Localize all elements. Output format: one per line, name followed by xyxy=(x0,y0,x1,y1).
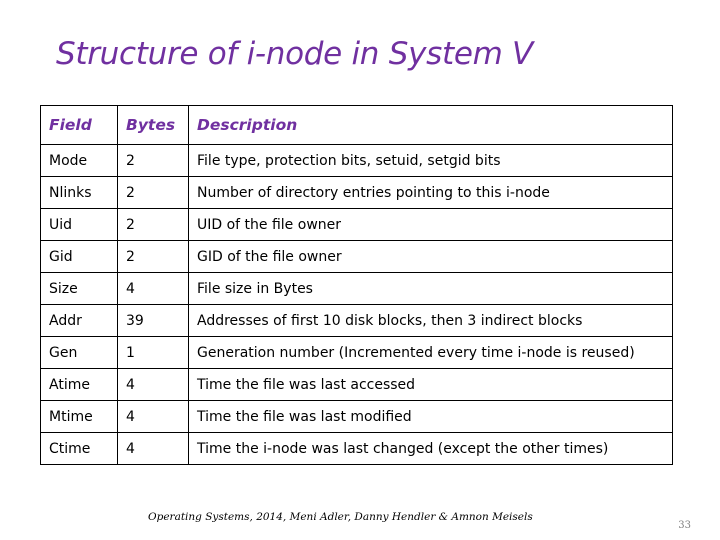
cell-bytes: 4 xyxy=(118,369,189,401)
cell-field: Addr xyxy=(41,305,118,337)
cell-bytes: 1 xyxy=(118,337,189,369)
cell-bytes: 2 xyxy=(118,145,189,177)
inode-structure-table xyxy=(40,105,673,465)
cell-description: Addresses of first 10 disk blocks, then 3 indirect blocks xyxy=(189,305,673,337)
table-row xyxy=(41,209,673,241)
cell-field: Gid xyxy=(41,241,118,273)
table-row xyxy=(41,305,673,337)
cell-field: Gen xyxy=(41,337,118,369)
table-row xyxy=(41,241,673,273)
cell-bytes: 39 xyxy=(118,305,189,337)
table-row xyxy=(41,433,673,465)
table-row xyxy=(41,273,673,305)
header-description: Description xyxy=(189,106,673,145)
cell-bytes: 4 xyxy=(118,401,189,433)
cell-description: Time the i-node was last changed (except the other times) xyxy=(189,433,673,465)
cell-description: Generation number (Incremented every time i-node is reused) xyxy=(189,337,673,369)
cell-field: Mode xyxy=(41,145,118,177)
table-row xyxy=(41,337,673,369)
cell-bytes: 4 xyxy=(118,273,189,305)
cell-bytes: 2 xyxy=(118,177,189,209)
cell-description: GID of the file owner xyxy=(189,241,673,273)
cell-field: Size xyxy=(41,273,118,305)
table-header-row xyxy=(41,106,673,145)
table-row xyxy=(41,369,673,401)
cell-bytes: 2 xyxy=(118,209,189,241)
table-row xyxy=(41,145,673,177)
cell-description: Time the file was last accessed xyxy=(189,369,673,401)
cell-field: Atime xyxy=(41,369,118,401)
slide-title: Structure of i-node in System V xyxy=(56,36,533,72)
cell-field: Nlinks xyxy=(41,177,118,209)
cell-description: Time the file was last modified xyxy=(189,401,673,433)
cell-description: File type, protection bits, setuid, setgid bits xyxy=(189,145,673,177)
cell-description: Number of directory entries pointing to this i-node xyxy=(189,177,673,209)
cell-field: Uid xyxy=(41,209,118,241)
cell-description: UID of the file owner xyxy=(189,209,673,241)
cell-field: Mtime xyxy=(41,401,118,433)
cell-field: Ctime xyxy=(41,433,118,465)
header-field: Field xyxy=(41,106,118,145)
page-number: 33 xyxy=(678,520,691,531)
cell-bytes: 4 xyxy=(118,433,189,465)
cell-bytes: 2 xyxy=(118,241,189,273)
table-row xyxy=(41,401,673,433)
header-bytes: Bytes xyxy=(118,106,189,145)
cell-description: File size in Bytes xyxy=(189,273,673,305)
footer-credit: Operating Systems, 2014, Meni Adler, Danny Hendler & Amnon Meisels xyxy=(148,511,533,523)
inode-table-container xyxy=(40,105,672,465)
table-row xyxy=(41,177,673,209)
